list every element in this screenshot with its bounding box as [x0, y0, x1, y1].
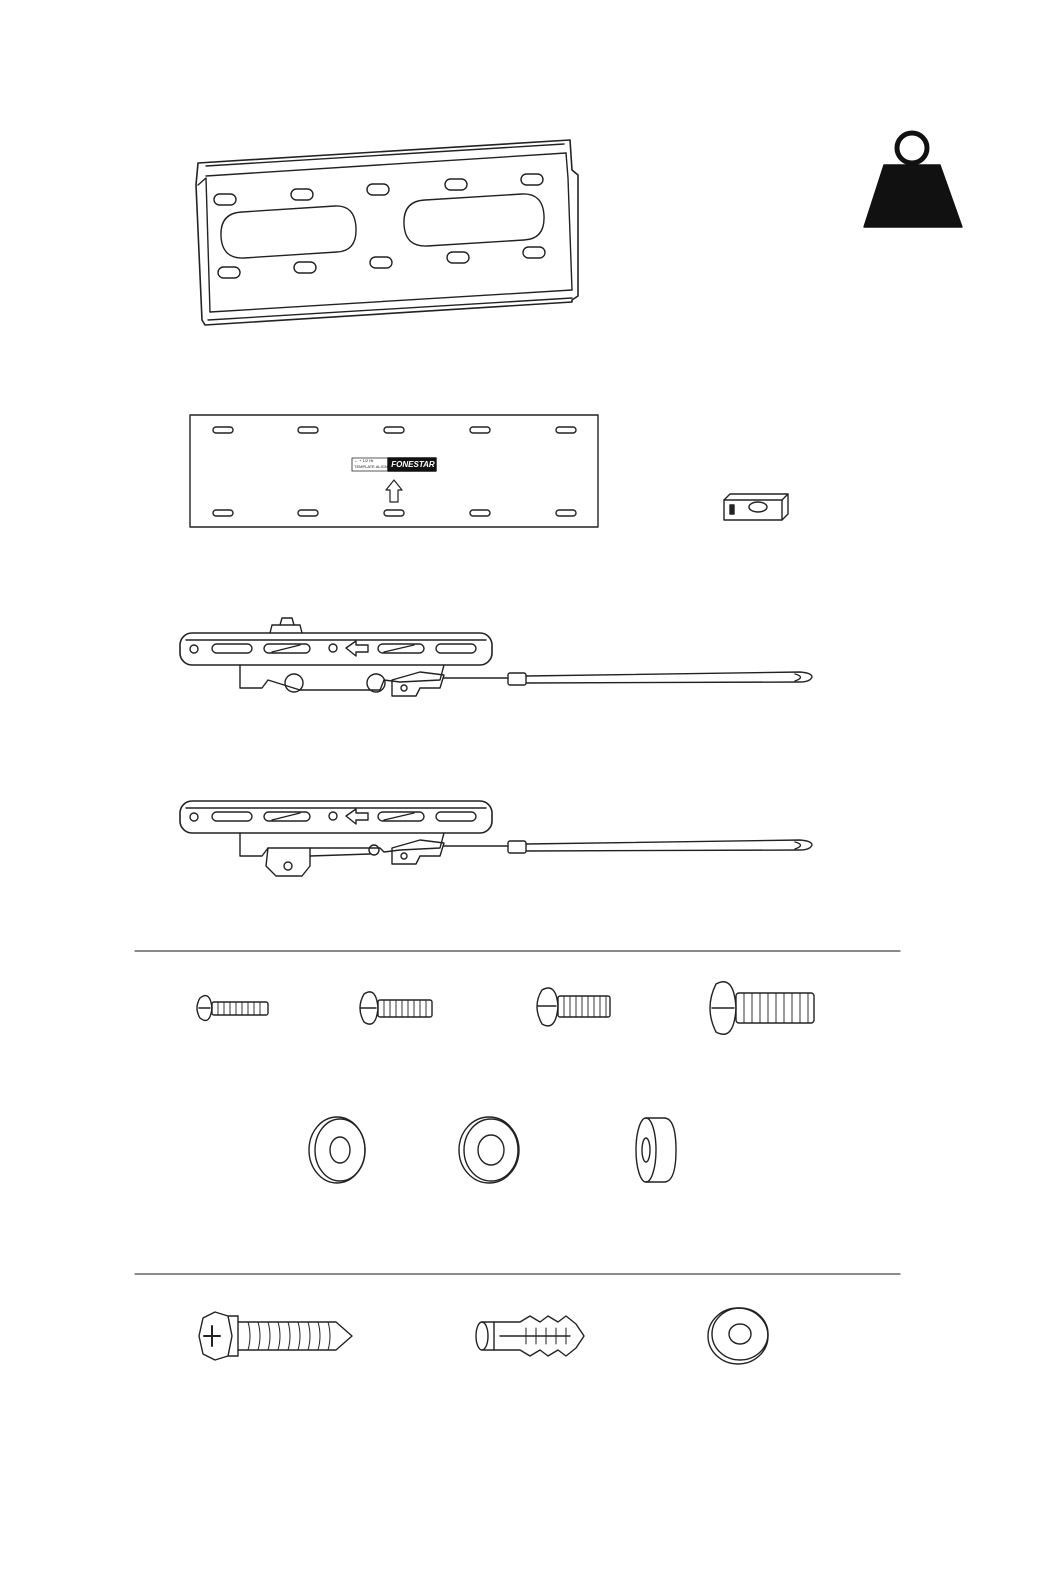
screw-icon-m5 [360, 992, 432, 1024]
lag-bolt-icon [199, 1312, 352, 1360]
template-label [352, 458, 436, 471]
bracket-arm-icon-2 [180, 801, 812, 876]
level-icon [724, 494, 788, 520]
spacer-icon [636, 1118, 676, 1182]
bracket-arm-icon-1 [180, 618, 812, 696]
wall-plate-icon [196, 140, 578, 325]
weight-icon [864, 133, 962, 227]
washer-icon-small [309, 1117, 365, 1183]
wall-plug-icon [476, 1316, 584, 1356]
template-icon [190, 415, 598, 527]
screw-icon-m8 [710, 982, 814, 1035]
screw-icon-m6 [537, 988, 610, 1026]
washer-icon-large [459, 1117, 519, 1183]
screw-icon-m4 [197, 996, 268, 1021]
template-label-line2: TEMPLATE ALIGN ↦ [354, 464, 393, 469]
brand-logo: FONESTAR [391, 460, 435, 469]
template-label-line1: ↔ + 1/2 Ht [354, 458, 374, 463]
wall-washer-icon [708, 1308, 768, 1364]
